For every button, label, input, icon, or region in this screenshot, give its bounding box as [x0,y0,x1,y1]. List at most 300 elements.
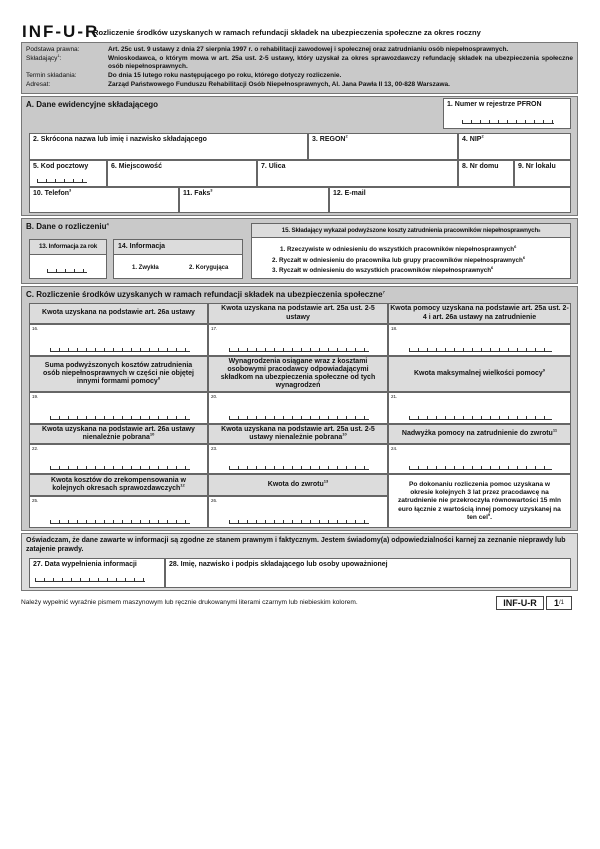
comb-tick [185,416,186,419]
comb-tick [95,520,96,523]
comb-tick [526,416,527,419]
field-26-input[interactable] [208,496,388,528]
option-lump-sum-group[interactable]: 2. Ryczałt w odniesieniu do pracownika lub grupy pracowników niepełnosprawnych$^6$ [272,254,526,264]
comb-tick [47,269,48,272]
comb-tick [167,520,168,523]
field-1-dotted-line [462,119,554,124]
field-5-postal-code[interactable] [29,160,107,187]
comb-tick [113,348,114,351]
field-24-input[interactable] [388,444,571,474]
field-18-number: 18. [391,326,398,331]
comb-tick [418,466,419,469]
declaration-text: Oświadczam, że dane zawarte w informacji są zgodne ze stanem prawnym i faktycznym. Jestem świadomy(a) odpowiedzialności karnej za zeznanie nieprawdy lub zatajenie prawdy. [26,537,566,553]
comb-tick [409,416,410,419]
comb-tick [310,416,311,419]
filer-label: Składający$^1$: [26,52,62,62]
comb-tick [355,520,356,523]
field-18-dotted-line [409,347,552,352]
comb-tick [86,348,87,351]
comb-tick [113,416,114,419]
comb-tick [158,520,159,523]
comb-tick [35,578,36,581]
comb-tick [544,416,545,419]
comb-tick [247,416,248,419]
header-19: Suma podwyższonych kosztów zatrudnienia osób niepełnosprawnych w części nie objętej innymi formami pomocy$^8$ [29,356,208,392]
comb-tick [436,466,437,469]
comb-tick [526,466,527,469]
comb-tick [131,466,132,469]
field-12-email[interactable] [329,187,571,213]
footer-form-code: INF-U-R [496,596,544,610]
field-13-year[interactable] [29,239,107,279]
section-b-title: B. Dane o rozliczeniu$^4$ [26,221,109,231]
comb-tick [104,416,105,419]
comb-tick [149,466,150,469]
deadline-text: Do dnia 15 lutego roku następującego po roku, którego dotyczy rozliczenie. [108,72,342,79]
comb-tick [283,416,284,419]
basis-label: Podstawa prawna: [26,46,80,53]
section-c-title: C. Rozliczenie środków uzyskanych w ramach refundacji składek na ubezpieczenia społeczne$^7$ [26,289,385,299]
comb-tick [364,416,365,419]
field-27-dotted-line [35,577,145,582]
comb-tick [454,416,455,419]
comb-tick [256,520,257,523]
comb-tick [463,348,464,351]
field-11-label: 11. Faks$^3$ [183,187,213,197]
field-28-signature[interactable] [165,558,571,588]
comb-tick [59,466,60,469]
comb-tick [167,466,168,469]
comb-tick [238,520,239,523]
comb-tick [176,520,177,523]
field-27-label: 27. Data wypełnienia informacji [33,561,137,568]
comb-tick [355,416,356,419]
comb-tick [122,520,123,523]
comb-tick [364,348,365,351]
comb-tick [104,520,105,523]
field-14-label: 14. Informacja [114,240,242,255]
field-25-number: 25. [32,498,39,503]
field-9-label: 9. Nr lokalu [518,163,556,170]
comb-tick [310,466,311,469]
comb-tick [46,179,47,182]
deadline-label: Termin składania: [26,72,77,79]
comb-tick [265,348,266,351]
field-5-label: 5. Kod pocztowy [33,163,89,170]
comb-tick [490,348,491,351]
field-26-dotted-line [229,519,369,524]
comb-tick [77,520,78,523]
header-18: Kwota pomocy uzyskana na podstawie art. 25a ust. 2-4 i art. 26a ustawy na zatrudnienie [388,303,571,324]
comb-tick [56,269,57,272]
comb-tick [310,348,311,351]
comb-tick [59,348,60,351]
comb-tick [436,348,437,351]
comb-tick [516,120,517,123]
comb-tick [346,520,347,523]
comb-tick [238,348,239,351]
comb-tick [535,466,536,469]
comb-tick [229,466,230,469]
comb-tick [292,466,293,469]
comb-tick [463,416,464,419]
comb-tick [337,416,338,419]
comb-tick [229,520,230,523]
comb-tick [517,416,518,419]
comb-tick [80,578,81,581]
header-20: Wynagrodzenia osiągane wraz z kosztami osobowymi pracodawcy odpowiadającymi składkom na ubezpieczenia społeczne od tych wynagrodzeń [208,356,388,392]
comb-tick [310,520,311,523]
field-13-dotted-line [47,268,87,273]
field-13-label: 13. Informacja za rok [30,240,106,255]
header-25: Kwota kosztów do zrekompensowania w kolejnych okresach sprawozdawczych$^{12}$ [29,474,208,496]
comb-tick [143,578,144,581]
field-21-number: 21. [391,394,398,399]
comb-tick [167,348,168,351]
field-2-label: 2. Skrócona nazwa lub imię i nazwisko składającego [33,136,207,143]
comb-tick [525,120,526,123]
comb-tick [68,466,69,469]
comb-tick [472,416,473,419]
comb-tick [265,466,266,469]
field-19-number: 19. [32,394,39,399]
field-8-house-number[interactable] [458,160,514,187]
comb-tick [508,416,509,419]
comb-tick [256,348,257,351]
comb-tick [134,578,135,581]
comb-tick [283,348,284,351]
field-6-label: 6. Miejscowość [111,163,162,170]
header-16: Kwota uzyskana na podstawie art. 26a ustawy [29,303,208,324]
comb-tick [535,348,536,351]
comb-tick [301,416,302,419]
field-4-nip[interactable] [458,133,571,160]
comb-tick [71,578,72,581]
field-14-info-type[interactable] [113,239,243,279]
form-code-title: INF-U-R [22,22,100,41]
field-20-number: 20. [211,394,218,399]
comb-tick [301,520,302,523]
comb-tick [346,466,347,469]
comb-tick [319,520,320,523]
comb-tick [86,416,87,419]
comb-tick [140,520,141,523]
field-24-dotted-line [409,465,552,470]
field-15-label: 15. Składający wykazał podwyższone koszty zatrudnienia pracowników niepełnosprawnych 5 [252,224,570,238]
comb-tick [122,416,123,419]
comb-tick [364,520,365,523]
comb-tick [74,269,75,272]
comb-tick [247,520,248,523]
comb-tick [256,416,257,419]
comb-tick [185,520,186,523]
comb-tick [319,416,320,419]
field-11-fax[interactable] [179,187,329,213]
comb-tick [107,578,108,581]
comb-tick [409,348,410,351]
comb-tick [552,120,553,123]
comb-tick [499,466,500,469]
header-24: Nadwyżka pomocy na zatrudnienie do zwrotu$^{11}$ [388,424,571,444]
comb-tick [364,466,365,469]
comb-tick [283,520,284,523]
comb-tick [247,348,248,351]
comb-tick [158,416,159,419]
comb-tick [544,348,545,351]
address-text: Zarząd Państwowego Funduszu Rehabilitacji Osób Niepełnosprawnych, Al. Jana Pawła II 13, 00-828 Warszawa. [108,81,450,88]
comb-tick [445,466,446,469]
filer-text: Wnioskodawca, o którym mowa w art. 25a ust. 2-5 ustawy, który uzyskał za okres sprawozdawczy refundację składek na ubezpieczenia społeczne osób niepełnosprawnych. [108,55,573,70]
comb-tick [418,348,419,351]
field-21-input[interactable] [388,392,571,424]
header-21: Kwota maksymalnej wielkości pomocy$^9$ [388,356,571,392]
comb-tick [454,466,455,469]
comb-tick [185,466,186,469]
comb-tick [283,466,284,469]
comb-tick [499,416,500,419]
comb-tick [472,466,473,469]
field-17-input[interactable] [208,324,388,356]
header-26: Kwota do zwrotu$^{13}$ [208,474,388,496]
field-3-label: 3. REGON$^2$ [312,133,348,143]
comb-tick [89,578,90,581]
comb-tick [319,466,320,469]
comb-tick [481,416,482,419]
comb-tick [454,348,455,351]
field-1-pfron-number[interactable] [443,98,571,129]
comb-tick [490,416,491,419]
comb-tick [436,416,437,419]
comb-tick [462,120,463,123]
comb-tick [498,120,499,123]
comb-tick [355,348,356,351]
field-15-costs[interactable] [251,223,571,279]
comb-tick [158,348,159,351]
comb-tick [140,348,141,351]
comb-tick [274,466,275,469]
comb-tick [50,416,51,419]
comb-tick [328,520,329,523]
comb-tick [122,348,123,351]
field-7-label: 7. Ulica [261,163,286,170]
field-23-number: 23. [211,446,218,451]
comb-tick [37,179,38,182]
comb-tick [508,466,509,469]
comb-tick [59,520,60,523]
field-19-dotted-line [50,415,190,420]
comb-tick [526,348,527,351]
comb-tick [86,466,87,469]
field-23-input[interactable] [208,444,388,474]
comb-tick [95,466,96,469]
comb-tick [149,520,150,523]
comb-tick [125,578,126,581]
comb-tick [480,120,481,123]
comb-tick [131,416,132,419]
comb-tick [158,466,159,469]
field-3-regon[interactable] [308,133,458,160]
comb-tick [95,348,96,351]
comb-tick [337,520,338,523]
comb-tick [122,466,123,469]
field-17-dotted-line [229,347,369,352]
field-22-input[interactable] [29,444,208,474]
comb-tick [104,466,105,469]
basis-text: Art. 25c ust. 9 ustawy z dnia 27 sierpnia 1997 r. o rehabilitacji zawodowej i społecznej oraz zatrudnianiu osób niepełnosprawnych. [108,46,509,53]
comb-tick [265,520,266,523]
comb-tick [65,269,66,272]
comb-tick [355,466,356,469]
comb-tick [534,120,535,123]
comb-tick [68,520,69,523]
field-10-label: 10. Telefon$^3$ [33,187,72,197]
comb-tick [50,520,51,523]
comb-tick [140,416,141,419]
comb-tick [149,348,150,351]
field-27-note-15mln: Po dokonaniu rozliczenia pomoc uzyskana w okresie kolejnych 3 lat przez pracodawcę na zatrudnienie nie przekroczyła równowartości 15 mln euro łącznie z wartością innej pomocy uzyskanej na ten cel$^9$. [388,474,571,528]
comb-tick [64,179,65,182]
comb-tick [185,348,186,351]
comb-tick [167,416,168,419]
comb-tick [328,416,329,419]
comb-tick [409,466,410,469]
comb-tick [176,348,177,351]
comb-tick [82,179,83,182]
header-22: Kwota uzyskana na podstawie art. 26a ustawy nienależnie pobrana$^{10}$ [29,424,208,444]
option-lump-sum-all[interactable]: 3. Ryczałt w odniesieniu do wszystkich pracowników niepełnosprawnych$^6$ [272,264,494,274]
comb-tick [481,348,482,351]
comb-tick [140,466,141,469]
comb-tick [463,466,464,469]
comb-tick [113,466,114,469]
field-1-label: 1. Numer w rejestrze PFRON [447,101,542,108]
comb-tick [292,520,293,523]
comb-tick [116,578,117,581]
option-actual-costs[interactable]: 1. Rzeczywiste w odniesieniu do wszystkich pracowników niepełnosprawnych$^6$ [280,243,517,253]
comb-tick [543,120,544,123]
comb-tick [62,578,63,581]
field-12-label: 12. E-mail [333,190,366,197]
field-22-number: 22. [32,446,39,451]
option-standard[interactable]: 1. Zwykła [132,265,159,271]
comb-tick [59,416,60,419]
field-22-dotted-line [50,465,190,470]
comb-tick [77,416,78,419]
comb-tick [55,179,56,182]
field-4-label: 4. NIP$^2$ [462,133,484,143]
field-5-dotted-line [37,178,87,183]
comb-tick [427,348,428,351]
comb-tick [445,416,446,419]
comb-tick [83,269,84,272]
header-17: Kwota uzyskana na podstawie art. 25a ust. 2-5 ustawy [208,303,388,324]
comb-tick [86,520,87,523]
field-2-name[interactable] [29,133,308,160]
comb-tick [337,348,338,351]
field-18-input[interactable] [388,324,571,356]
comb-tick [274,416,275,419]
comb-tick [489,120,490,123]
comb-tick [328,466,329,469]
field-6-city[interactable] [107,160,257,187]
comb-tick [427,416,428,419]
address-label: Adresat: [26,81,51,88]
comb-tick [445,348,446,351]
footer-page-number: 1 /1 [546,596,572,610]
comb-tick [50,466,51,469]
comb-tick [517,466,518,469]
comb-tick [77,466,78,469]
comb-tick [229,416,230,419]
field-17-number: 17. [211,326,218,331]
comb-tick [471,120,472,123]
comb-tick [68,348,69,351]
comb-tick [274,348,275,351]
comb-tick [238,416,239,419]
comb-tick [319,348,320,351]
comb-tick [229,348,230,351]
option-corrective[interactable]: 2. Korygująca [189,265,229,271]
comb-tick [73,179,74,182]
field-8-label: 8. Nr domu [462,163,499,170]
comb-tick [481,466,482,469]
field-21-dotted-line [409,415,552,420]
comb-tick [292,416,293,419]
comb-tick [247,466,248,469]
comb-tick [499,348,500,351]
info-panel [21,42,578,94]
comb-tick [472,348,473,351]
field-25-input[interactable] [29,496,208,528]
comb-tick [346,348,347,351]
comb-tick [53,578,54,581]
comb-tick [490,466,491,469]
field-9-apartment-number[interactable] [514,160,571,187]
field-7-street[interactable] [257,160,458,187]
comb-tick [508,348,509,351]
field-10-phone[interactable] [29,187,179,213]
comb-tick [535,416,536,419]
comb-tick [256,466,257,469]
field-27-date[interactable] [29,558,165,588]
comb-tick [544,466,545,469]
comb-tick [176,466,177,469]
comb-tick [337,466,338,469]
comb-tick [418,416,419,419]
comb-tick [507,120,508,123]
comb-tick [98,578,99,581]
field-19-input[interactable] [29,392,208,424]
comb-tick [68,416,69,419]
field-16-number: 16. [32,326,39,331]
section-a-title: A. Dane ewidencyjne składającego [26,100,159,109]
comb-tick [301,348,302,351]
field-16-input[interactable] [29,324,208,356]
field-20-input[interactable] [208,392,388,424]
comb-tick [131,520,132,523]
comb-tick [292,348,293,351]
field-23-dotted-line [229,465,369,470]
comb-tick [44,578,45,581]
field-16-dotted-line [50,347,190,352]
comb-tick [50,348,51,351]
comb-tick [104,348,105,351]
comb-tick [113,520,114,523]
header-23: Kwota uzyskana na podstawie art. 25a ust. 2-5 ustawy nienależnie pobrana$^{10}$ [208,424,388,444]
comb-tick [346,416,347,419]
comb-tick [95,416,96,419]
comb-tick [301,466,302,469]
